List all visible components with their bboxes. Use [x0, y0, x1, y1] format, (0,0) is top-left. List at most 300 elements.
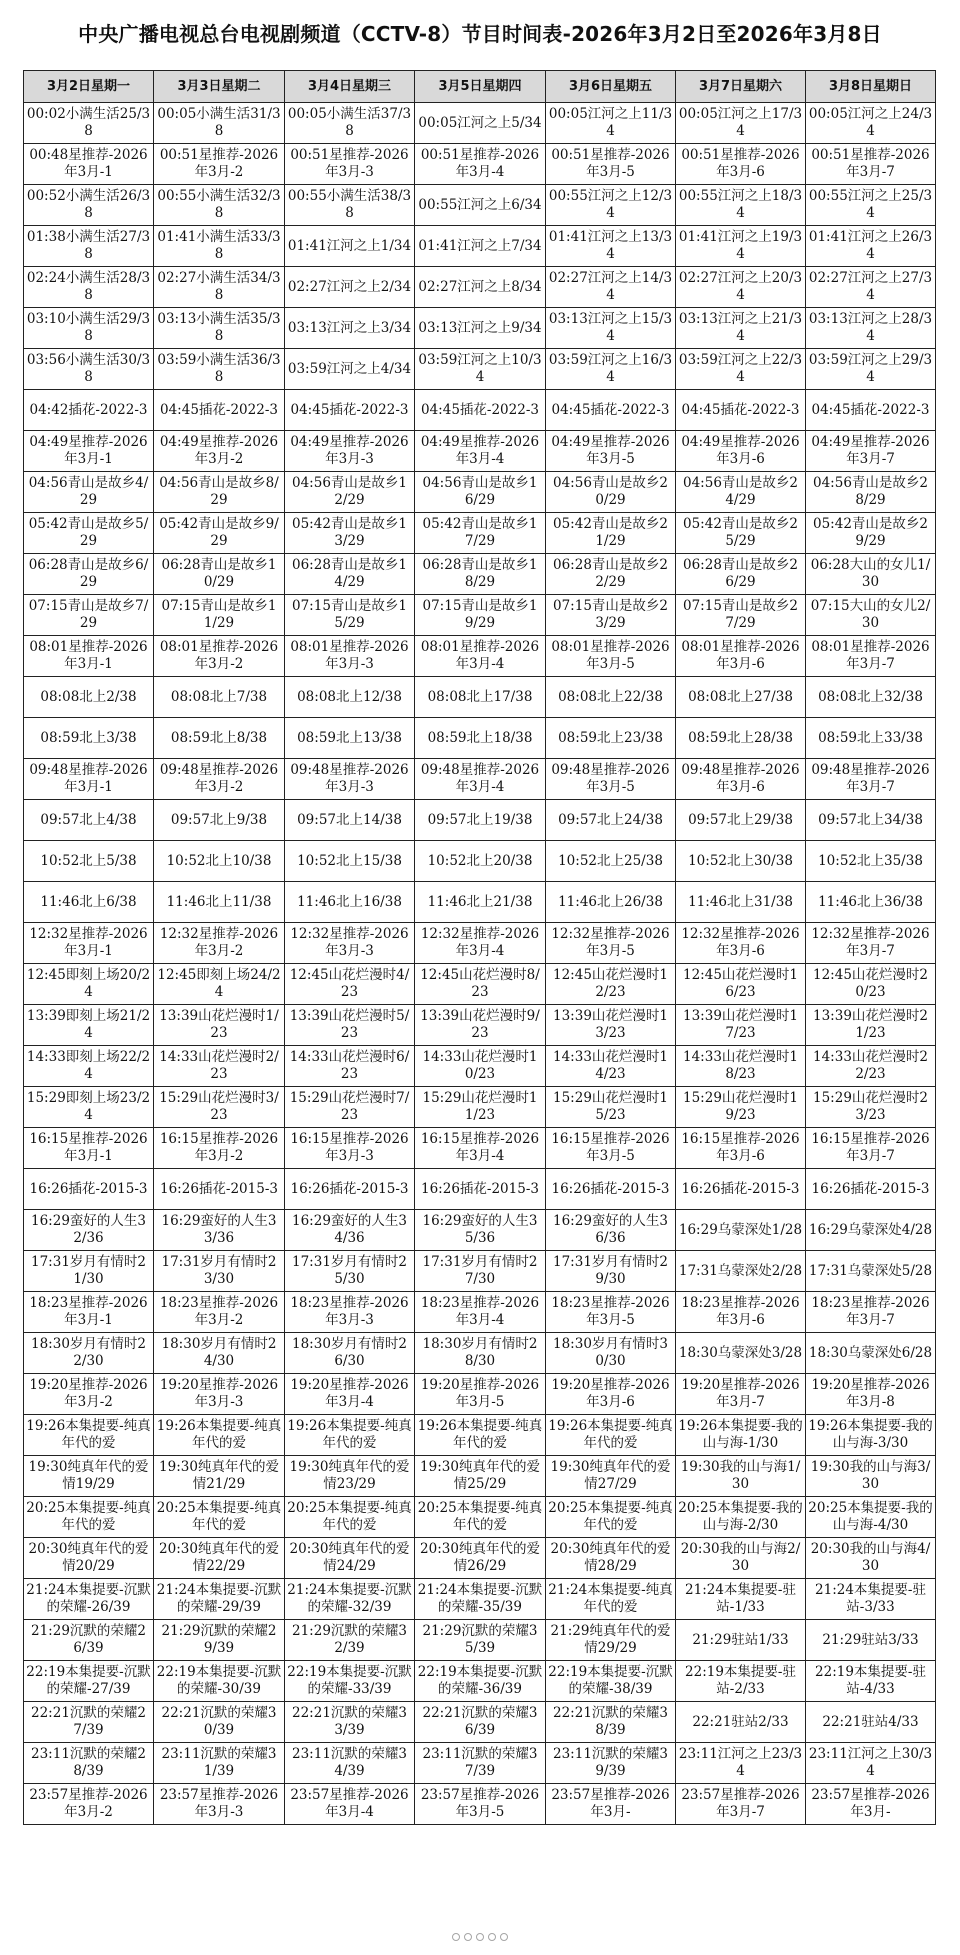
- program-cell: 19:20星推荐-2026年3月-7: [676, 1374, 806, 1415]
- program-cell: 20:30纯真年代的爱情24/29: [285, 1538, 415, 1579]
- program-cell: 07:15青山是故乡11/29: [154, 595, 285, 636]
- program-cell: 00:55江河之上6/34: [415, 185, 546, 226]
- program-cell: 07:15大山的女儿2/30: [806, 595, 936, 636]
- program-cell: 04:42插花-2022-3: [24, 390, 154, 431]
- table-row: [24, 1497, 936, 1538]
- program-cell: 08:08北上22/38: [546, 677, 676, 718]
- program-cell: 20:25本集提要-纯真年代的爱: [546, 1497, 676, 1538]
- program-cell: 21:24本集提要-沉默的荣耀-26/39: [24, 1579, 154, 1620]
- program-cell: 06:28青山是故乡10/29: [154, 554, 285, 595]
- program-cell: 16:29乌蒙深处4/28: [806, 1210, 936, 1251]
- program-cell: 22:21沉默的荣耀30/39: [154, 1702, 285, 1743]
- program-cell: 20:25本集提要-纯真年代的爱: [415, 1497, 546, 1538]
- program-cell: 19:20星推荐-2026年3月-6: [546, 1374, 676, 1415]
- table-row: [24, 1702, 936, 1743]
- program-cell: 15:29山花烂漫时23/23: [806, 1087, 936, 1128]
- program-cell: 03:59江河之上16/34: [546, 349, 676, 390]
- program-cell: 04:49星推荐-2026年3月-7: [806, 431, 936, 472]
- program-cell: 23:11沉默的荣耀28/39: [24, 1743, 154, 1784]
- page-title: 中央广播电视总台电视剧频道（CCTV-8）节目时间表-2026年3月2日至2026年3月8日: [78, 22, 882, 46]
- program-cell: 04:49星推荐-2026年3月-5: [546, 431, 676, 472]
- program-cell: 13:39即刻上场21/24: [24, 1005, 154, 1046]
- program-cell: 12:32星推荐-2026年3月-2: [154, 923, 285, 964]
- table-row: [24, 431, 936, 472]
- table-row: [24, 964, 936, 1005]
- program-cell: 18:23星推荐-2026年3月-1: [24, 1292, 154, 1333]
- table-row: [24, 267, 936, 308]
- program-cell: 02:27江河之上27/34: [806, 267, 936, 308]
- program-cell: 05:42青山是故乡29/29: [806, 513, 936, 554]
- program-cell: 08:59北上8/38: [154, 718, 285, 759]
- program-cell: 08:59北上28/38: [676, 718, 806, 759]
- program-cell: 08:08北上27/38: [676, 677, 806, 718]
- program-cell: 02:27江河之上20/34: [676, 267, 806, 308]
- program-cell: 21:29驻站1/33: [676, 1620, 806, 1661]
- program-cell: 20:30我的山与海2/30: [676, 1538, 806, 1579]
- program-cell: 19:26本集提要-纯真年代的爱: [24, 1415, 154, 1456]
- program-cell: 04:45插花-2022-3: [154, 390, 285, 431]
- program-cell: 13:39山花烂漫时17/23: [676, 1005, 806, 1046]
- program-cell: 23:57星推荐-2026年3月-4: [285, 1784, 415, 1825]
- program-cell: 00:51星推荐-2026年3月-7: [806, 144, 936, 185]
- program-cell: 19:26本集提要-我的山与海-3/30: [806, 1415, 936, 1456]
- program-cell: 13:39山花烂漫时13/23: [546, 1005, 676, 1046]
- program-cell: 09:48星推荐-2026年3月-7: [806, 759, 936, 800]
- table-row: [24, 513, 936, 554]
- program-cell: 23:11江河之上23/34: [676, 1743, 806, 1784]
- program-cell: 18:30岁月有情时28/30: [415, 1333, 546, 1374]
- program-cell: 04:56青山是故乡16/29: [415, 472, 546, 513]
- program-cell: 21:24本集提要-驻站-1/33: [676, 1579, 806, 1620]
- program-cell: 23:57星推荐-2026年3月-: [806, 1784, 936, 1825]
- program-cell: 11:46北上16/38: [285, 882, 415, 923]
- program-cell: 08:08北上17/38: [415, 677, 546, 718]
- table-row: [24, 185, 936, 226]
- table-row: [24, 841, 936, 882]
- program-cell: 17:31乌蒙深处2/28: [676, 1251, 806, 1292]
- program-cell: 16:26插花-2015-3: [676, 1169, 806, 1210]
- program-cell: 16:29蛮好的人生32/36: [24, 1210, 154, 1251]
- program-cell: 16:15星推荐-2026年3月-1: [24, 1128, 154, 1169]
- day-header: 3月3日星期二: [154, 71, 285, 103]
- table-row: [24, 718, 936, 759]
- table-row: [24, 349, 936, 390]
- program-cell: 20:25本集提要-我的山与海-2/30: [676, 1497, 806, 1538]
- program-cell: 09:57北上9/38: [154, 800, 285, 841]
- program-cell: 10:52北上30/38: [676, 841, 806, 882]
- program-cell: 17:31岁月有情时25/30: [285, 1251, 415, 1292]
- program-cell: 04:49星推荐-2026年3月-4: [415, 431, 546, 472]
- program-cell: 21:29驻站3/33: [806, 1620, 936, 1661]
- program-cell: 08:01星推荐-2026年3月-3: [285, 636, 415, 677]
- program-cell: 00:51星推荐-2026年3月-2: [154, 144, 285, 185]
- table-row: [24, 1620, 936, 1661]
- program-cell: 08:01星推荐-2026年3月-4: [415, 636, 546, 677]
- program-cell: 12:32星推荐-2026年3月-7: [806, 923, 936, 964]
- table-row: [24, 103, 936, 144]
- program-cell: 08:59北上18/38: [415, 718, 546, 759]
- program-cell: 00:51星推荐-2026年3月-3: [285, 144, 415, 185]
- program-cell: 18:23星推荐-2026年3月-4: [415, 1292, 546, 1333]
- program-cell: 14:33山花烂漫时18/23: [676, 1046, 806, 1087]
- program-cell: 23:11沉默的荣耀31/39: [154, 1743, 285, 1784]
- program-cell: 14:33即刻上场22/24: [24, 1046, 154, 1087]
- program-cell: 19:30纯真年代的爱情21/29: [154, 1456, 285, 1497]
- program-cell: 09:57北上4/38: [24, 800, 154, 841]
- table-row: [24, 1374, 936, 1415]
- table-row: [24, 1046, 936, 1087]
- program-cell: 16:15星推荐-2026年3月-5: [546, 1128, 676, 1169]
- program-cell: 19:26本集提要-纯真年代的爱: [154, 1415, 285, 1456]
- program-cell: 04:56青山是故乡24/29: [676, 472, 806, 513]
- program-cell: 17:31岁月有情时23/30: [154, 1251, 285, 1292]
- program-cell: 04:45插花-2022-3: [546, 390, 676, 431]
- program-cell: 13:39山花烂漫时21/23: [806, 1005, 936, 1046]
- day-header: 3月2日星期一: [24, 71, 154, 103]
- program-cell: 18:30岁月有情时26/30: [285, 1333, 415, 1374]
- program-cell: 00:55江河之上18/34: [676, 185, 806, 226]
- program-cell: 18:30岁月有情时24/30: [154, 1333, 285, 1374]
- watermark-dot-icon: [488, 1933, 496, 1941]
- day-header: 3月6日星期五: [546, 71, 676, 103]
- table-row: [24, 1743, 936, 1784]
- day-header: 3月7日星期六: [676, 71, 806, 103]
- program-cell: 07:15青山是故乡7/29: [24, 595, 154, 636]
- table-row: [24, 1415, 936, 1456]
- program-cell: 23:57星推荐-2026年3月-3: [154, 1784, 285, 1825]
- program-cell: 08:59北上23/38: [546, 718, 676, 759]
- program-cell: 02:27江河之上14/34: [546, 267, 676, 308]
- program-cell: 14:33山花烂漫时2/23: [154, 1046, 285, 1087]
- program-cell: 18:23星推荐-2026年3月-7: [806, 1292, 936, 1333]
- watermark: [425, 1926, 535, 1948]
- program-cell: 17:31乌蒙深处5/28: [806, 1251, 936, 1292]
- program-cell: 12:32星推荐-2026年3月-4: [415, 923, 546, 964]
- program-cell: 12:32星推荐-2026年3月-3: [285, 923, 415, 964]
- program-cell: 23:57星推荐-2026年3月-2: [24, 1784, 154, 1825]
- program-cell: 06:28青山是故乡22/29: [546, 554, 676, 595]
- program-cell: 21:24本集提要-沉默的荣耀-35/39: [415, 1579, 546, 1620]
- program-cell: 03:59小满生活36/38: [154, 349, 285, 390]
- program-cell: 21:29沉默的荣耀29/39: [154, 1620, 285, 1661]
- program-cell: 11:46北上26/38: [546, 882, 676, 923]
- program-cell: 04:56青山是故乡28/29: [806, 472, 936, 513]
- day-header: 3月8日星期日: [806, 71, 936, 103]
- program-cell: 09:57北上29/38: [676, 800, 806, 841]
- table-row: [24, 1087, 936, 1128]
- program-cell: 19:20星推荐-2026年3月-8: [806, 1374, 936, 1415]
- program-cell: 19:20星推荐-2026年3月-4: [285, 1374, 415, 1415]
- program-cell: 13:39山花烂漫时9/23: [415, 1005, 546, 1046]
- program-cell: 21:24本集提要-驻站-3/33: [806, 1579, 936, 1620]
- program-cell: 18:23星推荐-2026年3月-3: [285, 1292, 415, 1333]
- program-cell: 20:25本集提要-纯真年代的爱: [24, 1497, 154, 1538]
- program-cell: 09:48星推荐-2026年3月-6: [676, 759, 806, 800]
- program-cell: 00:48星推荐-2026年3月-1: [24, 144, 154, 185]
- program-cell: 15:29山花烂漫时19/23: [676, 1087, 806, 1128]
- program-cell: 10:52北上35/38: [806, 841, 936, 882]
- program-cell: 12:32星推荐-2026年3月-6: [676, 923, 806, 964]
- program-cell: 22:19本集提要-沉默的荣耀-30/39: [154, 1661, 285, 1702]
- program-cell: 00:05江河之上24/34: [806, 103, 936, 144]
- program-cell: 14:33山花烂漫时6/23: [285, 1046, 415, 1087]
- program-cell: 20:30我的山与海4/30: [806, 1538, 936, 1579]
- program-cell: 22:19本集提要-驻站-2/33: [676, 1661, 806, 1702]
- program-cell: 16:29蛮好的人生33/36: [154, 1210, 285, 1251]
- program-cell: 05:42青山是故乡25/29: [676, 513, 806, 554]
- program-cell: 23:11沉默的荣耀34/39: [285, 1743, 415, 1784]
- program-cell: 15:29山花烂漫时15/23: [546, 1087, 676, 1128]
- program-cell: 00:05江河之上5/34: [415, 103, 546, 144]
- program-cell: 17:31岁月有情时29/30: [546, 1251, 676, 1292]
- table-row: [24, 759, 936, 800]
- program-cell: 23:57星推荐-2026年3月-5: [415, 1784, 546, 1825]
- program-cell: 16:15星推荐-2026年3月-3: [285, 1128, 415, 1169]
- program-cell: 18:23星推荐-2026年3月-6: [676, 1292, 806, 1333]
- program-cell: 16:29蛮好的人生34/36: [285, 1210, 415, 1251]
- program-cell: 03:13小满生活35/38: [154, 308, 285, 349]
- program-cell: 03:13江河之上15/34: [546, 308, 676, 349]
- program-cell: 18:30乌蒙深处6/28: [806, 1333, 936, 1374]
- program-cell: 07:15青山是故乡15/29: [285, 595, 415, 636]
- program-cell: 12:45山花烂漫时4/23: [285, 964, 415, 1005]
- program-cell: 08:01星推荐-2026年3月-5: [546, 636, 676, 677]
- program-cell: 07:15青山是故乡19/29: [415, 595, 546, 636]
- program-cell: 06:28青山是故乡6/29: [24, 554, 154, 595]
- program-cell: 03:13江河之上28/34: [806, 308, 936, 349]
- program-cell: 16:29乌蒙深处1/28: [676, 1210, 806, 1251]
- program-cell: 21:29沉默的荣耀32/39: [285, 1620, 415, 1661]
- table-row: [24, 677, 936, 718]
- program-cell: 04:49星推荐-2026年3月-3: [285, 431, 415, 472]
- program-cell: 06:28青山是故乡14/29: [285, 554, 415, 595]
- program-cell: 16:26插花-2015-3: [24, 1169, 154, 1210]
- program-cell: 02:27江河之上2/34: [285, 267, 415, 308]
- program-cell: 03:59江河之上10/34: [415, 349, 546, 390]
- program-cell: 10:52北上15/38: [285, 841, 415, 882]
- program-cell: 06:28大山的女儿1/30: [806, 554, 936, 595]
- table-row: [24, 1333, 936, 1374]
- program-cell: 22:19本集提要-沉默的荣耀-36/39: [415, 1661, 546, 1702]
- program-cell: 21:29沉默的荣耀35/39: [415, 1620, 546, 1661]
- program-cell: 04:45插花-2022-3: [806, 390, 936, 431]
- program-cell: 09:48星推荐-2026年3月-1: [24, 759, 154, 800]
- program-cell: 10:52北上10/38: [154, 841, 285, 882]
- program-cell: 22:21驻站4/33: [806, 1702, 936, 1743]
- program-cell: 00:52小满生活26/38: [24, 185, 154, 226]
- program-cell: 00:05江河之上17/34: [676, 103, 806, 144]
- program-cell: 22:21沉默的荣耀33/39: [285, 1702, 415, 1743]
- program-cell: 04:56青山是故乡8/29: [154, 472, 285, 513]
- program-cell: 00:55小满生活32/38: [154, 185, 285, 226]
- program-cell: 04:56青山是故乡4/29: [24, 472, 154, 513]
- program-cell: 21:29沉默的荣耀26/39: [24, 1620, 154, 1661]
- program-cell: 11:46北上31/38: [676, 882, 806, 923]
- table-row: [24, 1005, 936, 1046]
- program-cell: 12:32星推荐-2026年3月-5: [546, 923, 676, 964]
- program-cell: 18:30岁月有情时22/30: [24, 1333, 154, 1374]
- program-cell: 07:15青山是故乡23/29: [546, 595, 676, 636]
- program-cell: 12:45山花烂漫时8/23: [415, 964, 546, 1005]
- table-row: [24, 390, 936, 431]
- program-cell: 09:48星推荐-2026年3月-3: [285, 759, 415, 800]
- program-cell: 11:46北上6/38: [24, 882, 154, 923]
- program-cell: 00:51星推荐-2026年3月-6: [676, 144, 806, 185]
- table-row: [24, 1538, 936, 1579]
- program-cell: 15:29即刻上场23/24: [24, 1087, 154, 1128]
- program-cell: 01:41小满生活33/38: [154, 226, 285, 267]
- program-cell: 14:33山花烂漫时22/23: [806, 1046, 936, 1087]
- program-cell: 21:29纯真年代的爱情29/29: [546, 1620, 676, 1661]
- program-cell: 10:52北上20/38: [415, 841, 546, 882]
- program-cell: 03:56小满生活30/38: [24, 349, 154, 390]
- program-cell: 22:19本集提要-沉默的荣耀-33/39: [285, 1661, 415, 1702]
- table-row: [24, 472, 936, 513]
- program-cell: 00:05江河之上11/34: [546, 103, 676, 144]
- watermark-dot-icon: [500, 1933, 508, 1941]
- program-cell: 20:25本集提要-纯真年代的爱: [154, 1497, 285, 1538]
- header-row: [24, 71, 936, 103]
- program-cell: 23:11沉默的荣耀39/39: [546, 1743, 676, 1784]
- program-cell: 10:52北上25/38: [546, 841, 676, 882]
- program-cell: 02:27小满生活34/38: [154, 267, 285, 308]
- program-cell: 01:41江河之上1/34: [285, 226, 415, 267]
- program-cell: 12:45山花烂漫时20/23: [806, 964, 936, 1005]
- program-cell: 16:15星推荐-2026年3月-6: [676, 1128, 806, 1169]
- program-cell: 11:46北上36/38: [806, 882, 936, 923]
- program-cell: 11:46北上21/38: [415, 882, 546, 923]
- program-cell: 19:30我的山与海3/30: [806, 1456, 936, 1497]
- program-cell: 03:13江河之上3/34: [285, 308, 415, 349]
- program-cell: 04:49星推荐-2026年3月-6: [676, 431, 806, 472]
- program-cell: 03:59江河之上22/34: [676, 349, 806, 390]
- program-cell: 19:26本集提要-纯真年代的爱: [285, 1415, 415, 1456]
- program-cell: 22:21沉默的荣耀36/39: [415, 1702, 546, 1743]
- program-cell: 23:57星推荐-2026年3月-: [546, 1784, 676, 1825]
- program-cell: 05:42青山是故乡21/29: [546, 513, 676, 554]
- program-cell: 19:30纯真年代的爱情25/29: [415, 1456, 546, 1497]
- table-row: [24, 1292, 936, 1333]
- program-cell: 02:24小满生活28/38: [24, 267, 154, 308]
- program-cell: 09:57北上19/38: [415, 800, 546, 841]
- table-row: [24, 1169, 936, 1210]
- program-cell: 08:01星推荐-2026年3月-7: [806, 636, 936, 677]
- schedule-body: [24, 103, 936, 1825]
- program-cell: 01:41江河之上13/34: [546, 226, 676, 267]
- program-cell: 03:59江河之上29/34: [806, 349, 936, 390]
- program-cell: 02:27江河之上8/34: [415, 267, 546, 308]
- program-cell: 00:05小满生活37/38: [285, 103, 415, 144]
- program-cell: 20:30纯真年代的爱情20/29: [24, 1538, 154, 1579]
- program-cell: 08:59北上13/38: [285, 718, 415, 759]
- program-cell: 01:41江河之上26/34: [806, 226, 936, 267]
- program-cell: 16:15星推荐-2026年3月-7: [806, 1128, 936, 1169]
- program-cell: 19:26本集提要-纯真年代的爱: [415, 1415, 546, 1456]
- program-cell: 06:28青山是故乡18/29: [415, 554, 546, 595]
- program-cell: 05:42青山是故乡17/29: [415, 513, 546, 554]
- program-cell: 13:39山花烂漫时1/23: [154, 1005, 285, 1046]
- program-cell: 16:15星推荐-2026年3月-4: [415, 1128, 546, 1169]
- program-cell: 17:31岁月有情时27/30: [415, 1251, 546, 1292]
- table-row: [24, 882, 936, 923]
- program-cell: 15:29山花烂漫时7/23: [285, 1087, 415, 1128]
- program-cell: 10:52北上5/38: [24, 841, 154, 882]
- program-cell: 08:08北上32/38: [806, 677, 936, 718]
- program-cell: 00:51星推荐-2026年3月-5: [546, 144, 676, 185]
- table-row: [24, 1128, 936, 1169]
- program-cell: 19:20星推荐-2026年3月-2: [24, 1374, 154, 1415]
- program-cell: 19:30纯真年代的爱情27/29: [546, 1456, 676, 1497]
- watermark-dot-icon: [464, 1933, 472, 1941]
- program-cell: 23:57星推荐-2026年3月-7: [676, 1784, 806, 1825]
- program-cell: 12:45山花烂漫时16/23: [676, 964, 806, 1005]
- program-cell: 09:48星推荐-2026年3月-5: [546, 759, 676, 800]
- program-cell: 08:08北上12/38: [285, 677, 415, 718]
- program-cell: 12:45即刻上场24/24: [154, 964, 285, 1005]
- table-row: [24, 1251, 936, 1292]
- program-cell: 21:24本集提要-沉默的荣耀-32/39: [285, 1579, 415, 1620]
- program-cell: 08:59北上33/38: [806, 718, 936, 759]
- program-cell: 00:05小满生活31/38: [154, 103, 285, 144]
- program-cell: 12:32星推荐-2026年3月-1: [24, 923, 154, 964]
- program-cell: 19:30纯真年代的爱情23/29: [285, 1456, 415, 1497]
- program-cell: 20:30纯真年代的爱情26/29: [415, 1538, 546, 1579]
- program-cell: 22:21驻站2/33: [676, 1702, 806, 1743]
- program-cell: 16:26插花-2015-3: [546, 1169, 676, 1210]
- program-cell: 16:29蛮好的人生36/36: [546, 1210, 676, 1251]
- program-cell: 04:56青山是故乡12/29: [285, 472, 415, 513]
- program-cell: 09:48星推荐-2026年3月-2: [154, 759, 285, 800]
- program-cell: 06:28青山是故乡26/29: [676, 554, 806, 595]
- program-cell: 18:30乌蒙深处3/28: [676, 1333, 806, 1374]
- table-row: [24, 1579, 936, 1620]
- program-cell: 08:01星推荐-2026年3月-6: [676, 636, 806, 677]
- table-row: [24, 144, 936, 185]
- program-cell: 16:26插花-2015-3: [285, 1169, 415, 1210]
- program-cell: 18:30岁月有情时30/30: [546, 1333, 676, 1374]
- table-row: [24, 800, 936, 841]
- program-cell: 19:30纯真年代的爱情19/29: [24, 1456, 154, 1497]
- program-cell: 04:45插花-2022-3: [415, 390, 546, 431]
- day-header: 3月4日星期三: [285, 71, 415, 103]
- schedule-table: [23, 70, 936, 1825]
- program-cell: 12:45山花烂漫时12/23: [546, 964, 676, 1005]
- program-cell: 04:45插花-2022-3: [285, 390, 415, 431]
- program-cell: 19:26本集提要-纯真年代的爱: [546, 1415, 676, 1456]
- program-cell: 01:41江河之上19/34: [676, 226, 806, 267]
- program-cell: 05:42青山是故乡9/29: [154, 513, 285, 554]
- table-row: [24, 1210, 936, 1251]
- program-cell: 09:48星推荐-2026年3月-4: [415, 759, 546, 800]
- program-cell: 16:15星推荐-2026年3月-2: [154, 1128, 285, 1169]
- program-cell: 23:11江河之上30/34: [806, 1743, 936, 1784]
- program-cell: 03:13江河之上21/34: [676, 308, 806, 349]
- program-cell: 11:46北上11/38: [154, 882, 285, 923]
- program-cell: 00:55江河之上12/34: [546, 185, 676, 226]
- program-cell: 16:29蛮好的人生35/36: [415, 1210, 546, 1251]
- program-cell: 16:26插花-2015-3: [415, 1169, 546, 1210]
- program-cell: 08:59北上3/38: [24, 718, 154, 759]
- program-cell: 18:23星推荐-2026年3月-5: [546, 1292, 676, 1333]
- program-cell: 16:26插花-2015-3: [154, 1169, 285, 1210]
- program-cell: 09:57北上24/38: [546, 800, 676, 841]
- program-cell: 01:38小满生活27/38: [24, 226, 154, 267]
- day-header: 3月5日星期四: [415, 71, 546, 103]
- program-cell: 19:20星推荐-2026年3月-3: [154, 1374, 285, 1415]
- program-cell: 08:08北上7/38: [154, 677, 285, 718]
- program-cell: 22:21沉默的荣耀38/39: [546, 1702, 676, 1743]
- program-cell: 20:25本集提要-我的山与海-4/30: [806, 1497, 936, 1538]
